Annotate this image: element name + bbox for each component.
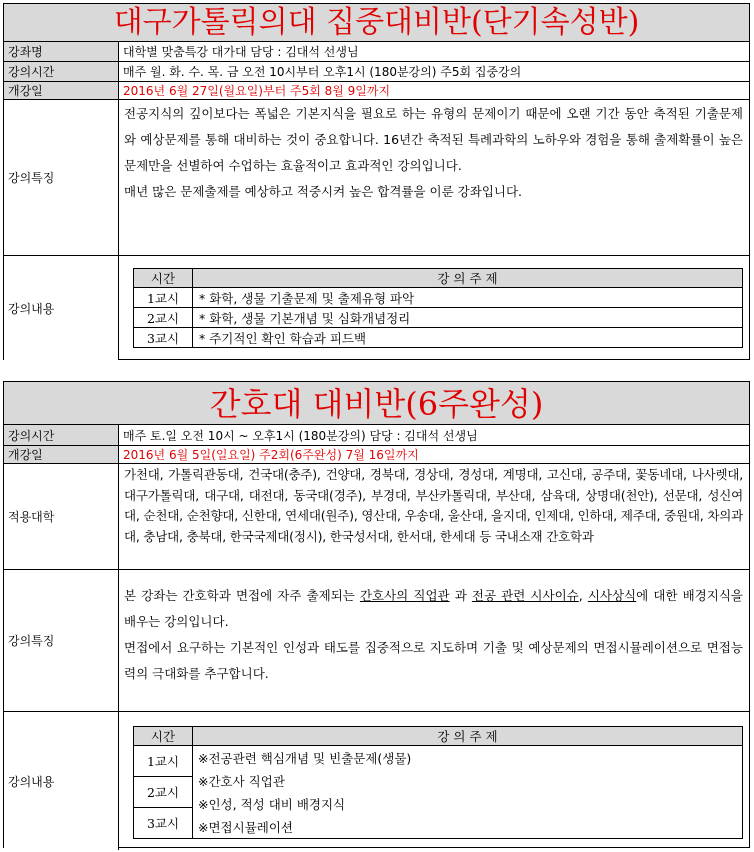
label-start-date: 개강일 (4, 82, 119, 99)
universities-text: 가천대, 가톨릭관동대, 건국대(충주), 건양대, 경북대, 경상대, 경성대, 계명대, 고신대, 공주대, 꽃동네대, 나사렛대, 대구가톨릭대, 대구대, 대전대, 동국대(경주), 부경대, 부산카톨릭대, 부산대, 삼육대, 상명대(천안), 선문대, 성신여대, 순천대, 순천향대, 신한대, 연세대(원주), 영산대, 우송대, 울산대, 을지대, 인제대, 인하대, 제주대, 중원대, 차의과대, 충남대, 충북대, 한국국제대(정시), 한국성서대, 한서대, 한세대 등 국내소재 간호학과 (124, 467, 743, 544)
course-title: 대구가톨릭의대 집중대비반(단기속성반) (4, 4, 749, 42)
label-course-name: 강좌명 (4, 42, 119, 61)
topic-cell: * 화학, 생물 기출문제 및 출제유형 파악 (193, 288, 743, 308)
period-cell: 2교시 (134, 308, 193, 328)
label-universities: 적용대학 (4, 464, 119, 569)
topic-item: ※간호사 직업관 (198, 773, 285, 789)
course-block-2 (3, 381, 750, 848)
curriculum-table (133, 726, 743, 839)
row-universities (4, 464, 749, 570)
period-cell: 2교시 (134, 777, 193, 808)
topic-item: ※인성, 적성 대비 배경지식 (198, 796, 346, 812)
features-paragraph-1: 본 강좌는 간호학과 면접에 자주 출제되는 간호사의 직업관 과 전공 관련 시사이슈, 시사상식에 대한 배경지식을 배우는 강의입니다. (124, 588, 743, 629)
label-content: 강의내용 (4, 712, 119, 850)
curriculum-table (133, 268, 743, 348)
header-time: 시간 (134, 727, 193, 746)
value-lecture-time: 매주 토.일 오전 10시 ~ 오후1시 (180분강의) 담당 : 김대석 선생님 (123, 428, 478, 443)
header-topic: 강 의 주 제 (193, 269, 743, 288)
features-text (119, 100, 749, 255)
features-paragraph-2: 면접에서 요구하는 기본적인 인성과 태도를 집중적으로 지도하며 기출 및 예상문제의 면접시뮬레이션으로 면접능력의 극대화를 추구합니다. (124, 640, 743, 681)
label-lecture-time: 강의시간 (4, 62, 119, 81)
underlined-topic: 전공 관련 시사이슈 (471, 588, 579, 603)
label-features: 강의특징 (4, 100, 119, 255)
label-content: 강의내용 (4, 256, 119, 360)
topic-item: ※면접시뮬레이션 (198, 819, 293, 835)
row-course-name (4, 42, 749, 62)
topic-cell: * 화학, 생물 기본개념 및 심화개념정리 (193, 308, 743, 328)
course-block-1 (3, 3, 750, 360)
row-content (4, 256, 749, 360)
label-start-date: 개강일 (4, 446, 119, 463)
label-features: 강의특징 (4, 570, 119, 711)
header-topic: 강 의 주 제 (193, 727, 743, 746)
label-lecture-time: 강의시간 (4, 425, 119, 445)
underlined-topic: 간호사의 직업관 (359, 588, 450, 603)
row-content (4, 712, 749, 850)
header-time: 시간 (134, 269, 193, 288)
value-lecture-time: 매주 월. 화. 수. 목. 금 오전 10시부터 오후1시 (180분강의) 주5회 집중강의 (123, 65, 522, 79)
row-features (4, 100, 749, 256)
value-start-date: 2016년 6월 5일(일요일) 주2회(6주완성) 7월 16일까지 (123, 448, 419, 462)
row-start-date (4, 446, 749, 464)
row-lecture-time (4, 62, 749, 82)
value-course-name: 대학별 맞춤특강 대가대 담당 : 김대석 선생님 (123, 45, 359, 59)
features-text (119, 570, 749, 711)
features-paragraph-1: 전공지식의 깊이보다는 폭넓은 기본지식을 필요로 하는 유형의 문제이기 때문에 오랜 기간 동안 축적된 기출문제와 예상문제를 통해 대비하는 것이 중요합니다. 16년간 축적된 특례과학의 노하우와 경험을 통해 출제확률이 높은 문제만을 선별하여 수업하는 효율적이고 효과적인 강의입니다. (124, 106, 743, 173)
underlined-topic: 시사상식 (587, 588, 637, 603)
period-cell: 3교시 (134, 328, 193, 348)
topic-item: ※전공관련 핵심개념 및 빈출문제(생물) (198, 750, 412, 766)
row-lecture-time (4, 425, 749, 446)
features-paragraph-2: 매년 많은 문제출제를 예상하고 적중시켜 높은 합격률을 이룬 강좌입니다. (124, 184, 523, 199)
period-cell: 1교시 (134, 288, 193, 308)
course-title: 간호대 대비반(6주완성) (4, 382, 749, 425)
value-start-date: 2016년 6월 27일(월요일)부터 주5회 8월 9일까지 (123, 84, 391, 98)
period-cell: 3교시 (134, 808, 193, 839)
topic-cell: * 주기적인 확인 학습과 피드백 (193, 328, 743, 348)
period-cell: 1교시 (134, 746, 193, 777)
row-features (4, 570, 749, 712)
row-start-date (4, 82, 749, 100)
